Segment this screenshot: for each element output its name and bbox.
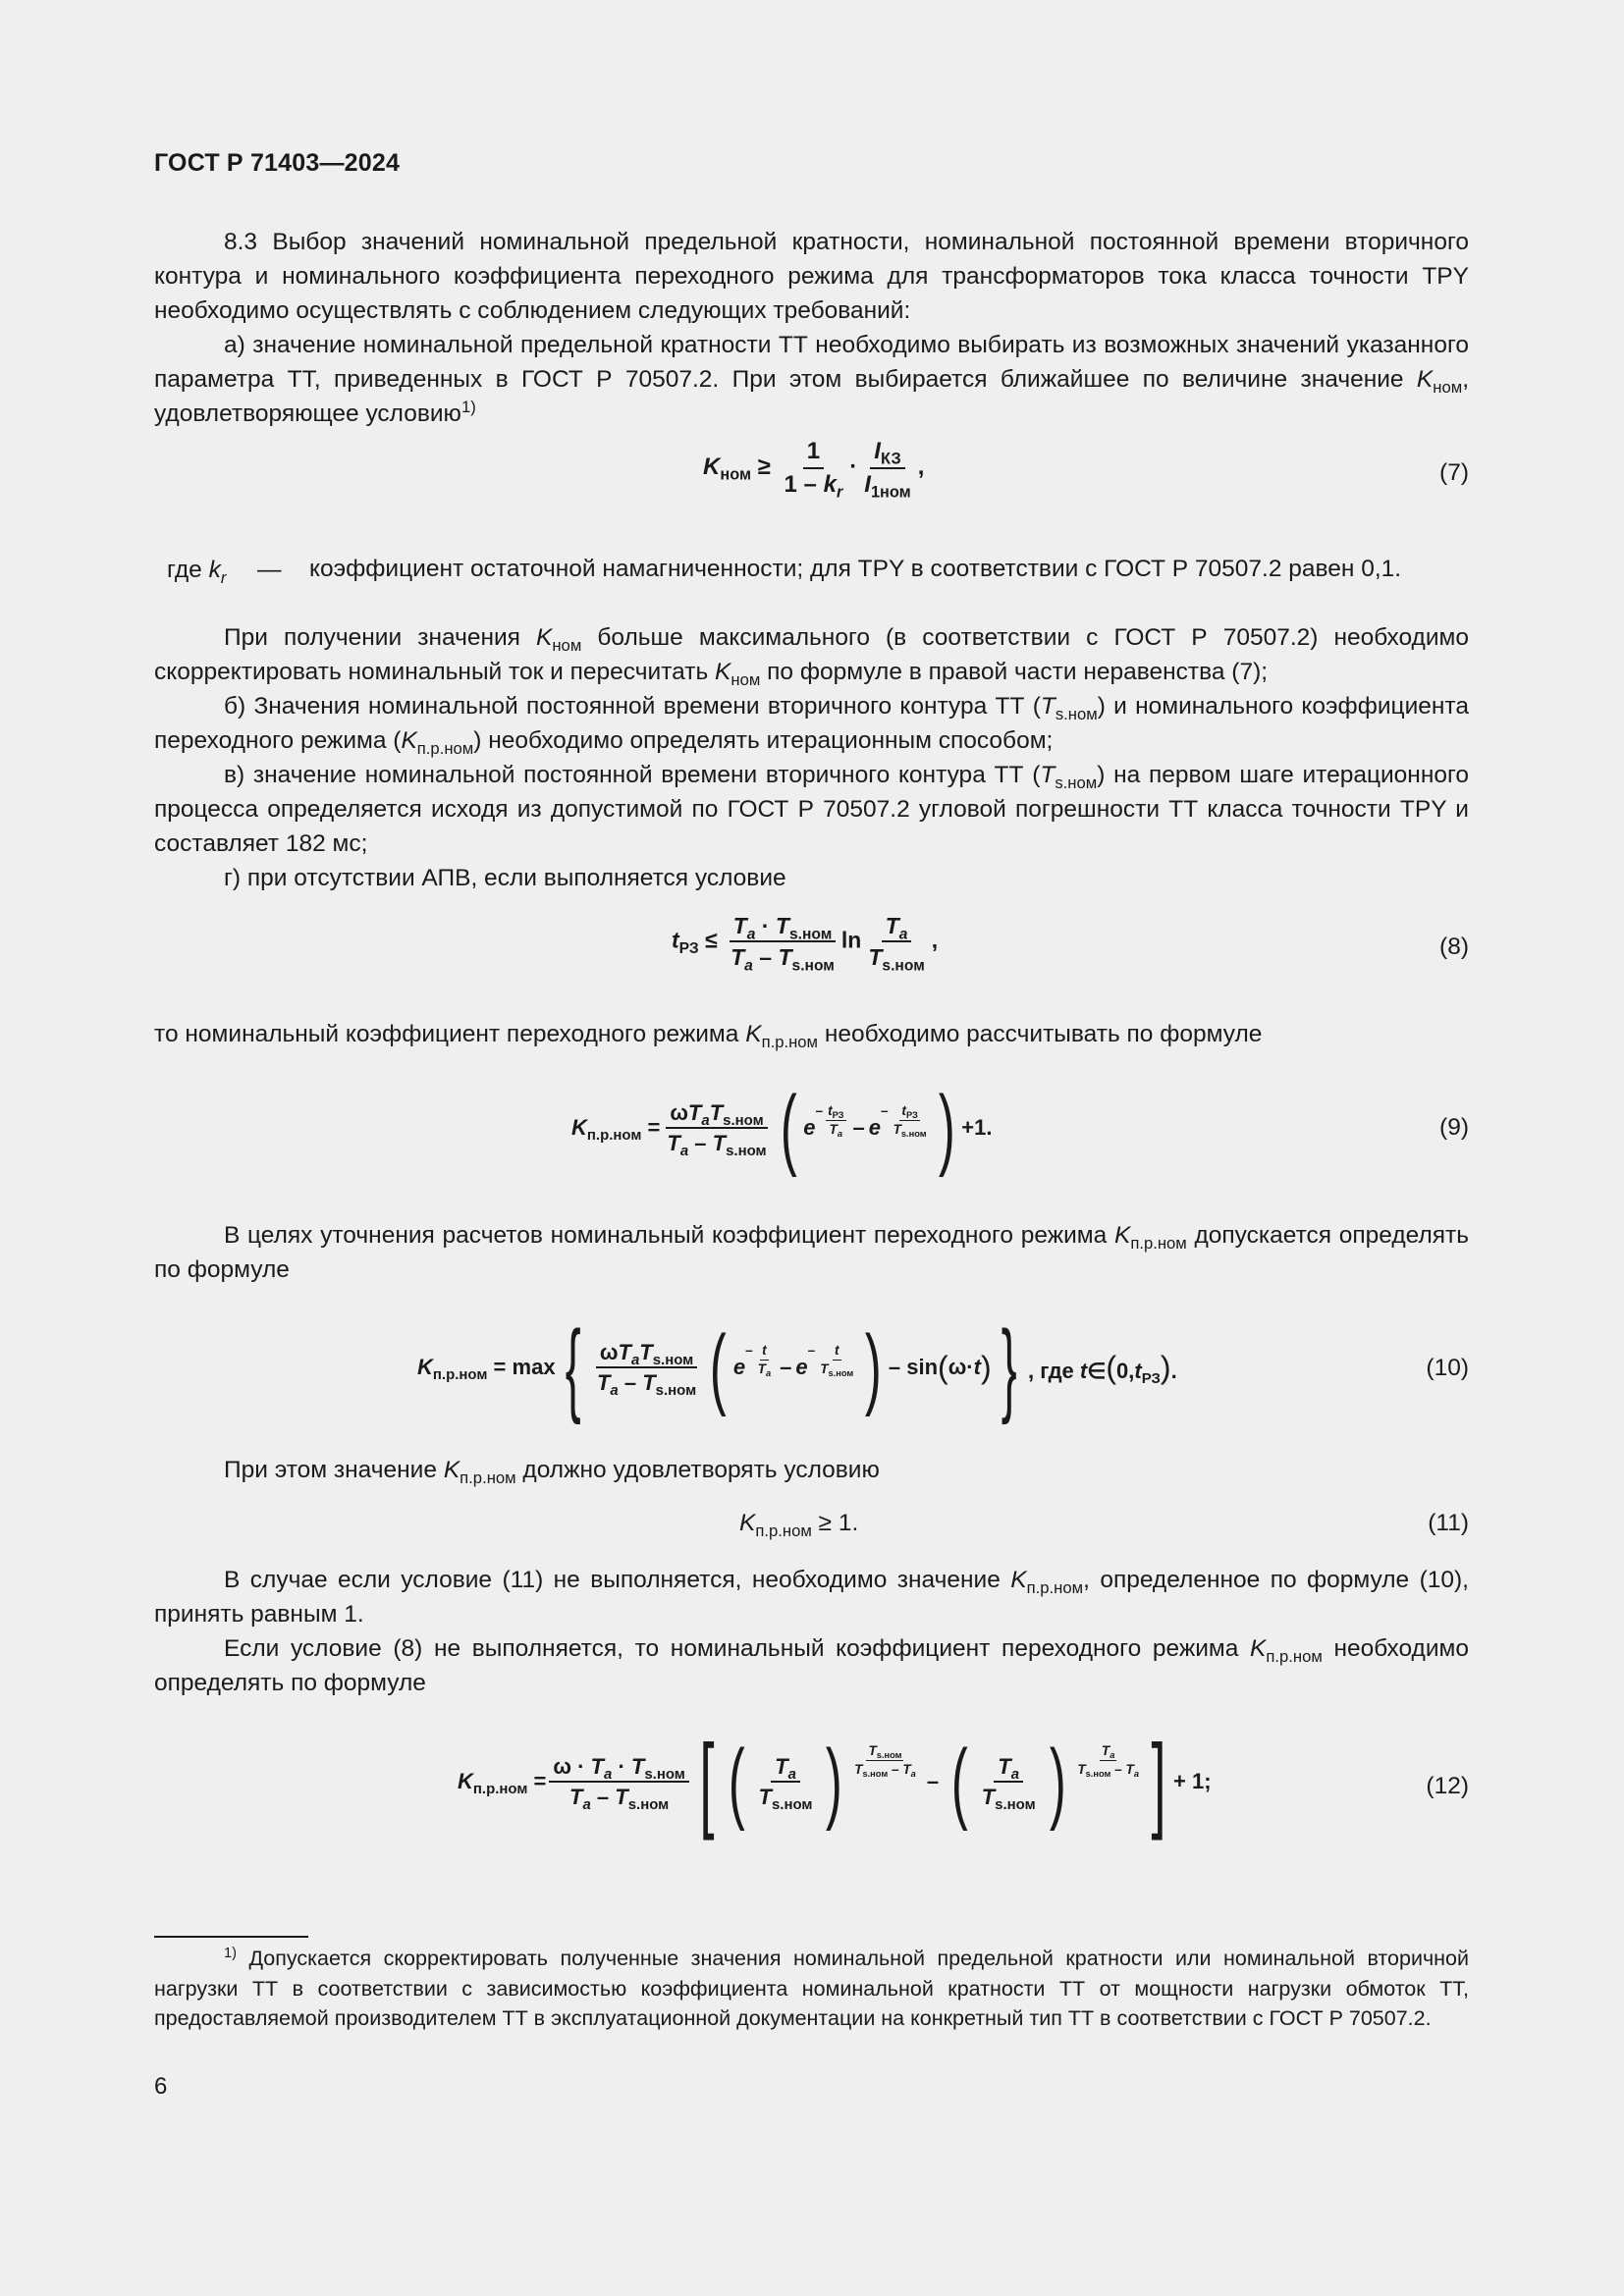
equation-12: $K_{п.р.ном}$ = $\frac{\omega \cdot T_a \cdot T_{s.ном}}{T_a - T_{s.ном}}$ [ ( $\frac{T_a}{T_{s.ном}}$ ) $\frac{T_{s.ном}}{T_{s.ном} - T_a}$ – ( $\frac{T_a}{T_{s.ном}}$ ) $\frac{T_a}{T_{s.ном} - T_a}$ ] + 1;: [458, 1722, 1212, 1841]
paragraph-refine: В целях уточнения расчетов номинальный коэффициент переходного режима $K_{п.р.ном}$ допускается определять по формуле: [154, 1222, 1469, 1283]
equation-10: $K_{п.р.ном} = \max$ { $\frac{\omega T_aT_{s.ном}}{T_a - T_{s.ном}}$ ( e – $\frac{t}{T_a}$ – e – $\frac{t}{T_{s.ном}}$ ) – sin ( ω · t ) } , где $t\in(0,t_{РЗ})$.: [417, 1309, 1177, 1425]
paragraph-g: г) при отсутствии АПВ, если выполняется условие: [224, 865, 786, 891]
paragraph-a: а) значение номинальной предельной кратности ТТ необходимо выбирать из возможных значений указанного параметра ТТ, приведенных в ГОСТ Р 70507.2. При этом выбирается ближайшее по величине значение $K_{ном}$, удовлетворяющее условию$^{1)}$: [154, 332, 1469, 427]
paragraph-b: б) Значения номинальной постоянной времени вторичного контура ТТ $(T_{s.ном})$ и номинального коэффициента переходного режима $(K_{п.р.ном})$ необходимо определять итерационным способом;: [154, 693, 1469, 758]
footnote-marker: 1): [460, 397, 476, 416]
paragraph-v: в) значение номинальной постоянной времени вторичного контура ТТ $(T_{s.ном})$ на первом шаге итерационного процесса определяется исходя из допустимой по ГОСТ Р 70507.2 угловой погрешности ТТ класса точности TPY и составляет 182 мс;: [154, 762, 1470, 857]
equation-number-9: (9): [1439, 1114, 1469, 1141]
equation-11: $K_{п.р.ном} \ge 1$.: [739, 1510, 859, 1540]
footnote-mark: 1): [224, 1945, 237, 1961]
equation-number-10: (10): [1426, 1355, 1469, 1381]
paragraph-condition: При этом значение $K_{п.р.ном}$ должно удовлетворять условию: [224, 1457, 880, 1487]
footnote: $^{1)}$ Допускается скорректировать полученные значения номинальной предельной кратности или номинальной вторичной нагрузки ТТ в соответствии с зависимостью коэффициента номинальной кратности ТТ от мощности нагрузки обмоток ТТ, предоставляемой производителем ТТ в эксплуатационной документации на конкретный тип ТТ в соответствии с ГОСТ Р 70507.2.: [154, 1945, 1469, 2030]
equation-number-8: (8): [1439, 934, 1469, 960]
paragraph-else: Если условие (8) не выполняется, то номинальный коэффициент переходного режима $K_{п.р.ном}$ необходимо определять по формуле: [154, 1635, 1469, 1696]
paragraph-then: то номинальный коэффициент переходного режима $K_{п.р.ном}$ необходимо рассчитывать по формуле: [154, 1021, 1263, 1051]
where-label: где $k_r$: [167, 557, 227, 587]
paragraph-8-3: 8.3 Выбор значений номинальной предельной кратности, номинальной постоянной времени вторичного контура и номинального коэффициента переходного режима для трансформаторов тока класса точности TPY необходимо осуществлять с соблюдением следующих требований:: [154, 229, 1469, 324]
equation-number-12: (12): [1426, 1773, 1469, 1799]
page-number: 6: [154, 2073, 168, 2100]
equation-number-7: (7): [1439, 459, 1469, 486]
paragraph-case: В случае если условие (11) не выполняется, необходимо значение $K_{п.р.ном}$, определенное по формуле (10), принять равным 1.: [154, 1567, 1469, 1628]
where-definition: коэффициент остаточной намагниченности; для TPY в соответствии с ГОСТ Р 70507.2 равен 0,1.: [309, 556, 1402, 582]
equation-7: $K_{ном}$ ≥ $\frac{1}{1 - k_r}$ · $\frac{I_{КЗ}}{I_{1ном}}$ ,: [703, 438, 925, 502]
equation-number-11: (11): [1428, 1510, 1469, 1536]
equation-9: $K_{п.р.ном}$ = $\frac{\omega T_aT_{s.ном}}{T_a - T_{s.ном}}$ ( e – $\frac{t_{РЗ}}{T_a}$ – e – $\frac{t_{РЗ}}{T_{s.ном}}$ ) +1.: [571, 1078, 993, 1178]
footnote-separator: [154, 1936, 308, 1938]
equation-8: $t_{РЗ}$ ≤ $\frac{T_a \cdot T_{s.ном}}{T_a - T_{s.ном}}$ ln $\frac{T_a}{T_{s.ном}}$ ,: [672, 913, 939, 975]
document-header: ГОСТ Р 71403—2024: [154, 149, 401, 177]
where-dash: —: [257, 557, 282, 583]
paragraph-receive: При получении значения $K_{ном}$ больше максимального (в соответствии с ГОСТ Р 70507.2) необходимо скорректировать номинальный ток и пересчитать $K_{ном}$ по формуле в правой части неравенства (7);: [154, 624, 1469, 689]
